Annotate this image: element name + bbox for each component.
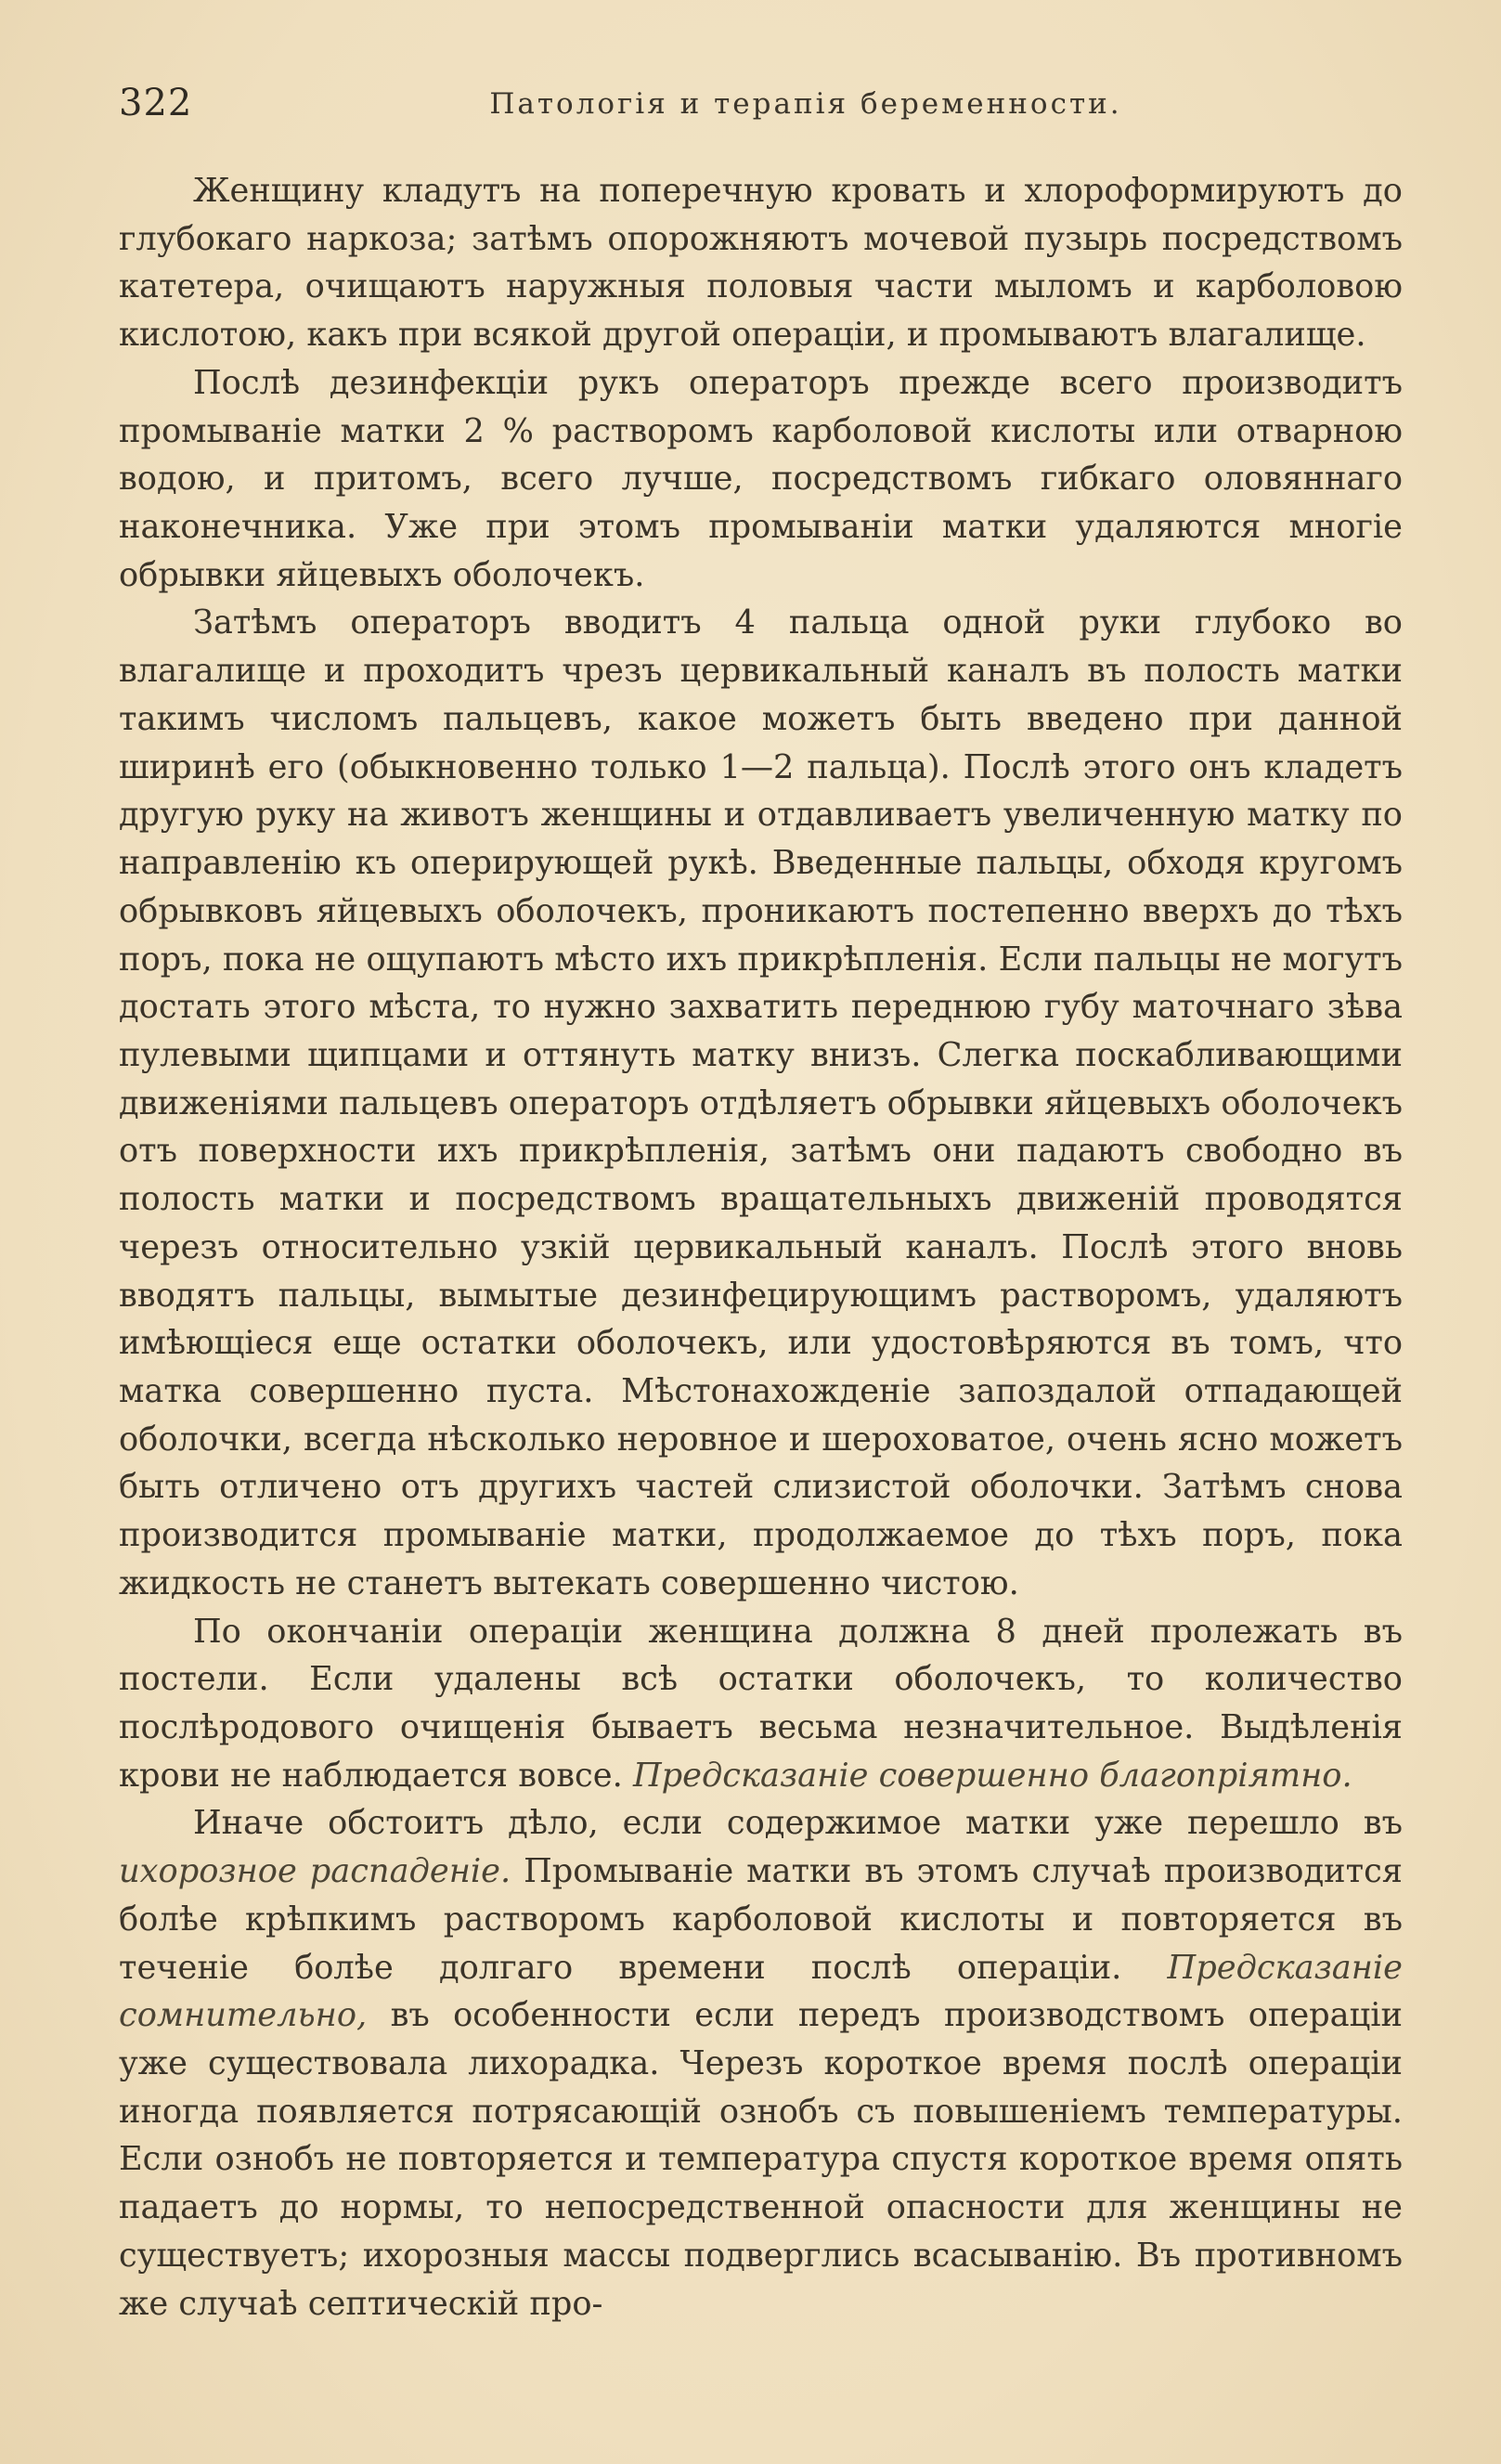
paragraph-5-lead: Иначе обстоитъ дѣло, если содержимое матки уже перешло въ [193, 1804, 1403, 1843]
paragraph-4 [119, 1608, 1403, 1800]
paragraph-5-ichorous-term: ихорозное распаденіе. [119, 1852, 511, 1891]
page-number: 322 [119, 82, 193, 124]
paragraph-3-text: Затѣмъ операторъ вводитъ 4 пальца одной руки глубоко во влагалище и проходитъ чрезъ цервикальный каналъ въ полость матки такимъ числомъ пальцевъ, какое можетъ быть введено при данной ширинѣ его (обыкновенно только 1—2 пальца). Послѣ этого онъ кладетъ другую руку на животъ женщины и отдавливаетъ увеличенную матку по направленію къ оперирующей рукѣ. Введенные пальцы, обходя кругомъ обрывковъ яйцевыхъ оболочекъ, проникаютъ постепенно вверхъ до тѣхъ поръ, пока не ощупаютъ мѣсто ихъ прикрѣпленія. Если пальцы не могутъ достать этого мѣста, то нужно захватить переднюю губу маточнаго зѣва пулевыми щипцами и оттянуть матку внизъ. Слегка поскабливающими движеніями пальцевъ операторъ отдѣляетъ обрывки яйцевыхъ оболочекъ отъ поверхности ихъ прикрѣпленія, затѣмъ они падаютъ свободно въ полость матки и посредствомъ вращательныхъ движеній проводятся черезъ относительно узкій цервикальный каналъ. Послѣ этого вновь вводятъ пальцы, вымытые дезинфецирующимъ растворомъ, удаляютъ имѣющіеся еще остатки оболочекъ, или удостовѣряются въ томъ, что матка совершенно пуста. Мѣстонахожденіе запоздалой отпадающей оболочки, всегда нѣсколько неровное и шероховатое, очень ясно можетъ быть отличено отъ другихъ частей слизистой оболочки. Затѣмъ снова производится промываніе матки, продолжаемое до тѣхъ поръ, пока жидкость не станетъ вытекать совершенно чистою. [119, 603, 1403, 1602]
page-header [119, 82, 1400, 137]
paragraph-2-text: Послѣ дезинфекціи рукъ операторъ прежде всего производитъ промываніе матки 2 % растворомъ карболовой кислоты или отварною водою, и притомъ, всего лучше, посредствомъ гибкаго оловяннаго наконечника. Уже при этомъ промываніи матки удаляются многіе обрывки яйцевыхъ оболочекъ. [119, 363, 1403, 594]
paragraph-4-prognosis: Предсказаніе совершенно благопріятно. [632, 1756, 1352, 1795]
paragraph-3 [119, 599, 1403, 1607]
paragraph-5-prognosis: Предсказаніе сомнительно, [119, 1948, 1403, 2035]
paragraph-4-text: По окончаніи операціи женщина должна 8 дней пролежать въ постели. Если удалены всѣ остатки оболочекъ, то количество послѣродового очищенія бываетъ весьма незначительное. Выдѣленія крови не наблюдается вовсе. [119, 1612, 1403, 1795]
paragraph-5-text: Промываніе матки въ этомъ случаѣ производится болѣе крѣпкимъ растворомъ карболовой кислоты и повторяется въ теченіе болѣе долгаго времени послѣ операціи. [119, 1852, 1403, 1987]
paragraph-5 [119, 1799, 1403, 2328]
body-text [119, 167, 1403, 2328]
running-head: Патологія и терапія беременности. [489, 87, 1122, 121]
paragraph-5-tail: въ особенности если передъ производствомъ операціи уже существовала лихорадка. Черезъ короткое время послѣ операціи иногда появляется потрясающій ознобъ съ повышеніемъ температуры. Если ознобъ не повторяется и температура спустя короткое время опять падаетъ до нормы, то непосредственной опасности для женщины не существуетъ; ихорозныя массы подверглись всасыванію. Въ противномъ же случаѣ септическій про- [119, 1996, 1403, 2323]
paragraph-1-text: Женщину кладутъ на поперечную кровать и хлороформируютъ до глубокаго наркоза; затѣмъ опорожняютъ мочевой пузырь посредствомъ катетера, очищаютъ наружныя половыя части мыломъ и карболовою кислотою, какъ при всякой другой операціи, и промываютъ влагалище. [119, 172, 1403, 355]
paragraph-1 [119, 167, 1403, 359]
paragraph-2 [119, 359, 1403, 600]
